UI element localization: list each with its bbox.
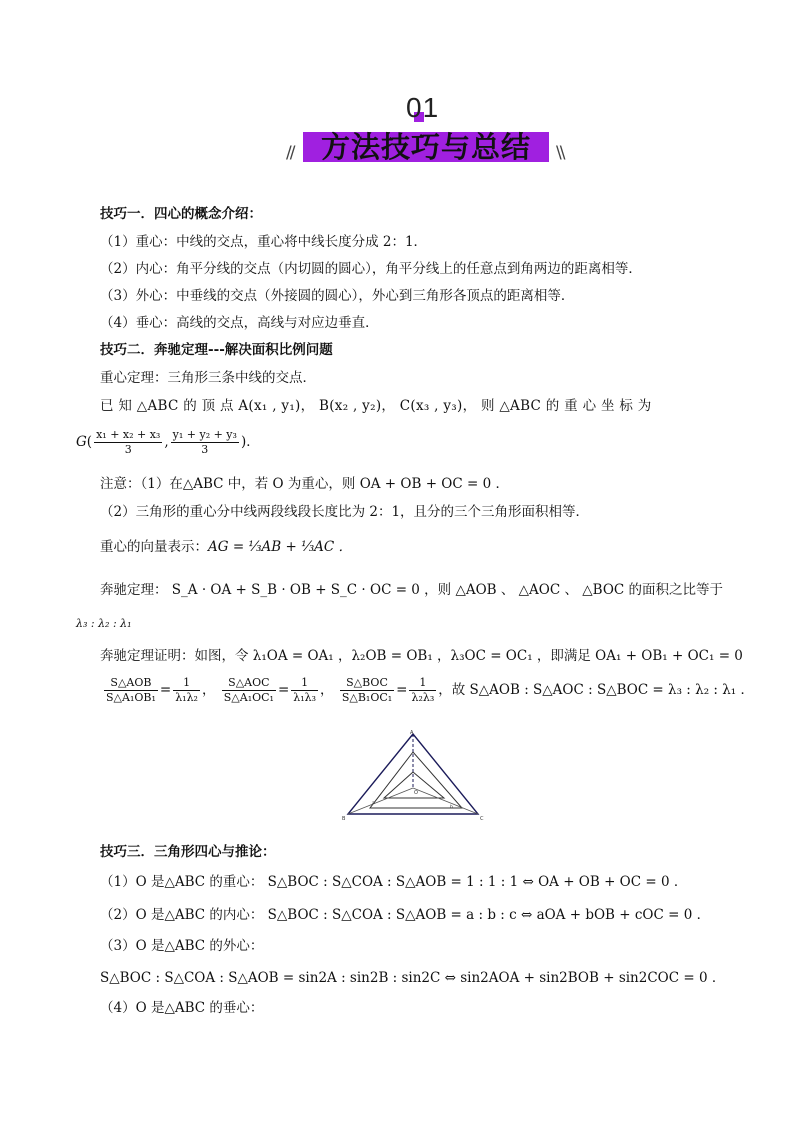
section3-item-4: （4）O 是△ABC 的垂心：: [100, 1000, 264, 1016]
vector-expression: AG = ⅓AB + ⅓AC ．: [208, 539, 353, 555]
section1-item-3: （3）外心：中垂线的交点（外接圆的圆心），外心到三角形各顶点的距离相等．: [100, 288, 575, 304]
ratio2-right: $\frac{1}{\text{λ₁λ₃}}$: [293, 676, 317, 704]
ratio1-right: $\frac{1}{\text{λ₁λ₂}}$: [175, 676, 198, 704]
section1-item-1: （1）重心：中线的交点，重心将中线长度分成 2：1．: [100, 234, 428, 250]
centroid-formula: G( $\frac{\text{x₁ + x₂ + x₃}}{3}$ , $\frac{\text{y₁ + y₂ + y₃}}{3}$ )．: [76, 428, 260, 456]
ratio3-right: $\frac{1}{\text{λ₂λ₃}}$: [411, 676, 435, 704]
title-slash-left: //: [286, 143, 294, 163]
label-C: C: [480, 816, 484, 822]
benz-triangle-figure: [340, 728, 490, 824]
section-number: 01: [406, 92, 440, 123]
benz-ratio: λ₃ : λ₂ : λ₁: [76, 617, 132, 630]
label-b: b: [450, 805, 453, 810]
ratio-conclusion: ，故 S△AOB : S△AOC : S△BOC = λ₃ : λ₂ : λ₁ ．: [438, 682, 754, 698]
centroid-known-text: 已 知 △ABC 的 顶 点 A(x₁ , y₁)， B(x₂ , y₂)， C(x₃ , y₃)， 则 △ABC 的 重 心 坐 标 为: [100, 398, 652, 414]
benz-theorem: 奔驰定理： S_A · OA + S_B · OB + S_C · OC = 0 ，则 △AOB 、 △AOC 、 △BOC 的面积之比等于: [100, 582, 724, 598]
note-1: 注意：（1）在△ABC 中，若 O 为重心，则 OA + OB + OC = 0 ．: [100, 476, 509, 492]
section3-item-1: （1）O 是△ABC 的重心： S△BOC : S△COA : S△AOB = 1 : 1 : 1 ⇔ OA + OB + OC = 0 ．: [100, 874, 688, 890]
area-ratios: $\frac{\text{S△AOB}}{\text{S△A₁OB₁}}$ = $\frac{1}{\text{λ₁λ₂}}$ ， $\frac{\text{S△AOC}}{\text{S△A₁OC₁}}$ = $\frac{1}{\text{λ₁λ₃}}$ ， $\frac{\text{S△BOC}}{\text{S△B₁OC₁}}$ = $\frac{1}{\text{λ₂λ₃}}$ ，故 S△AOB : S△AOC : S△BOC = λ₃ : λ₂ : λ₁ ．: [106, 676, 754, 704]
page-title: 方法技巧与总结: [320, 130, 531, 164]
title-slash-right: \\: [556, 143, 564, 163]
section3-item-3: （3）O 是△ABC 的外心：: [100, 938, 264, 954]
section1-item-2: （2）内心：角平分线的交点（内切圆的圆心），角平分线上的任意点到角两边的距离相等．: [100, 261, 642, 277]
ratio2-left: $\frac{\text{S△AOC}}{\text{S△A₁OC₁}}$: [223, 676, 274, 704]
vector-label: 重心的向量表示：: [100, 539, 208, 555]
section3-heading: 技巧三．三角形四心与推论：: [100, 844, 276, 860]
section3-item-2: （2）O 是△ABC 的内心： S△BOC : S△COA : S△AOB = a : b : c ⇔ aOA + bOB + cOC = 0 ．: [100, 907, 711, 923]
section1-item-4: （4）垂心：高线的交点，高线与对应边垂直．: [100, 315, 379, 331]
centroid-y-fraction: $\frac{\text{y₁ + y₂ + y₃}}{3}$: [172, 428, 237, 456]
section3-item-3-formula: S△BOC : S△COA : S△AOB = sin2A : sin2B : sin2C ⇔ sin2AOA + sin2BOB + sin2COC = 0 ．: [100, 970, 726, 986]
centroid-definition: 重心定理：三角形三条中线的交点．: [100, 370, 316, 386]
label-B: B: [342, 816, 346, 822]
label-O: O: [414, 790, 418, 796]
label-a: a: [372, 801, 375, 806]
note-2: （2）三角形的重心分中线两段线段长度比为 2：1，且分的三个三角形面积相等．: [100, 504, 590, 520]
centroid-G: G: [76, 434, 87, 450]
ratio3-left: $\frac{\text{S△BOC}}{\text{S△B₁OC₁}}$: [341, 676, 393, 704]
section2-heading: 技巧二．奔驰定理---解决面积比例问题: [100, 342, 333, 358]
centroid-x-fraction: $\frac{\text{x₁ + x₂ + x₃}}{3}$: [96, 428, 161, 456]
benz-proof: 奔驰定理证明：如图，令 λ₁OA = OA₁ ，λ₂OB = OB₁ ，λ₃OC = OC₁ ，即满足 OA₁ + OB₁ + OC₁ = 0: [100, 648, 743, 664]
section1-heading: 技巧一．四心的概念介绍：: [100, 206, 262, 222]
ratio1-left: $\frac{\text{S△AOB}}{\text{S△A₁OB₁}}$: [106, 676, 156, 704]
centroid-vector: [100, 537, 352, 557]
label-A: A: [410, 730, 414, 736]
